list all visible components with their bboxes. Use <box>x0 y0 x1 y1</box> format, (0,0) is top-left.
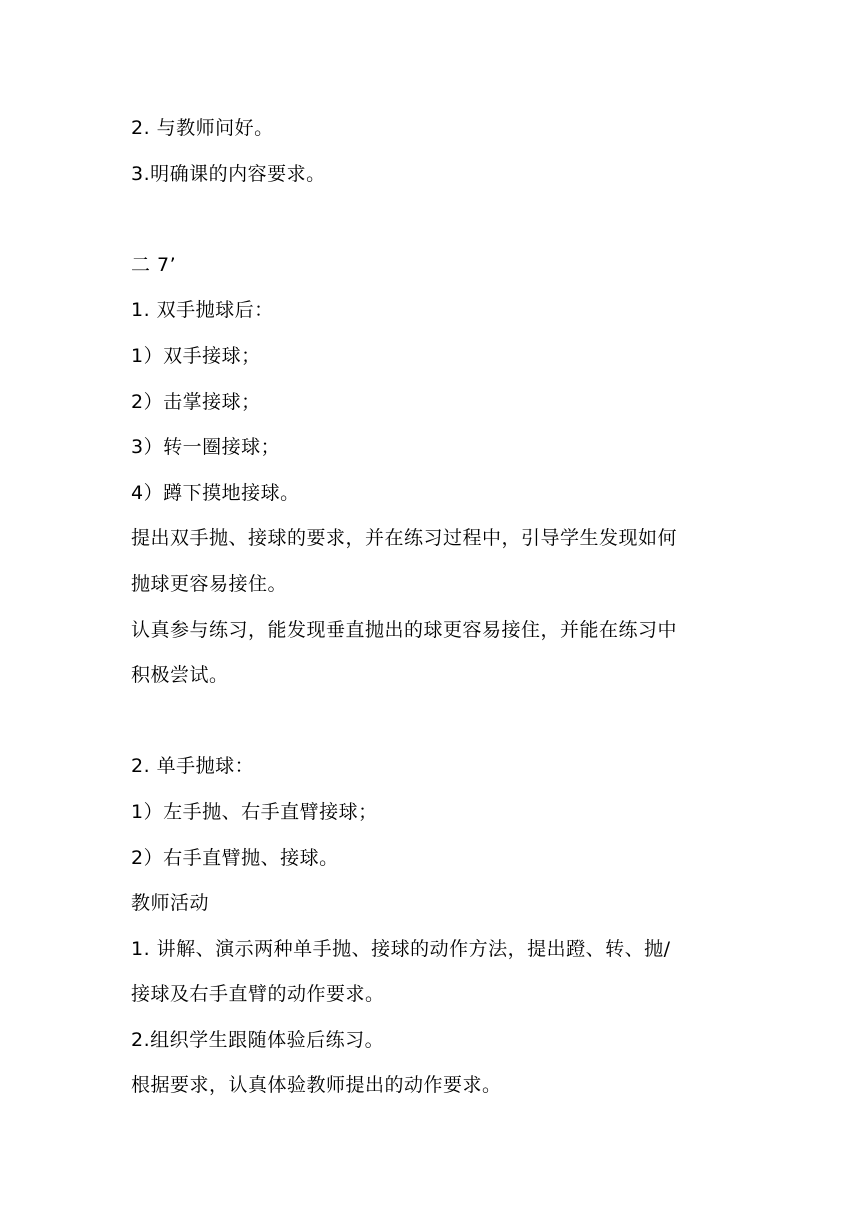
text-line: 根据要求，认真体验教师提出的动作要求。 <box>131 1074 502 1097</box>
paragraph-gap <box>131 203 741 249</box>
paragraph-gap <box>131 705 741 751</box>
text-line: 2. 单手抛球： <box>131 755 255 778</box>
text-line: 4）蹲下摸地接球。 <box>131 481 300 504</box>
text-line: 提出双手抛、接球的要求，并在练习过程中，引导学生发现如何 <box>131 527 678 550</box>
section-heading: 二 7’ <box>131 253 177 276</box>
text-line: 2.组织学生跟随体验后练习。 <box>131 1028 385 1051</box>
text-line: 教师活动 <box>131 892 210 915</box>
text-line: 接球及右手直臂的动作要求。 <box>131 983 385 1006</box>
text-line: 3.明确课的内容要求。 <box>131 162 326 185</box>
text-line: 2）右手直臂抛、接球。 <box>131 846 339 869</box>
text-line: 2. 与教师问好。 <box>131 117 274 139</box>
text-line: 抛球更容易接住。 <box>131 572 288 595</box>
text-line: 认真参与练习，能发现垂直抛出的球更容易接住，并能在练习中 <box>131 618 678 641</box>
text-line: 积极尝试。 <box>131 664 229 687</box>
text-line: 1. 双手抛球后： <box>131 299 274 322</box>
text-line: 1）左手抛、右手直臂接球； <box>131 800 378 823</box>
text-line: 3）转一圈接球； <box>131 436 281 459</box>
text-line: 1. 讲解、演示两种单手抛、接球的动作方法，提出蹬、转、抛/ <box>131 937 671 960</box>
text-line: 2）击掌接球； <box>131 390 261 413</box>
text-line: 1）双手接球； <box>131 344 261 367</box>
document-body <box>131 112 741 1115</box>
